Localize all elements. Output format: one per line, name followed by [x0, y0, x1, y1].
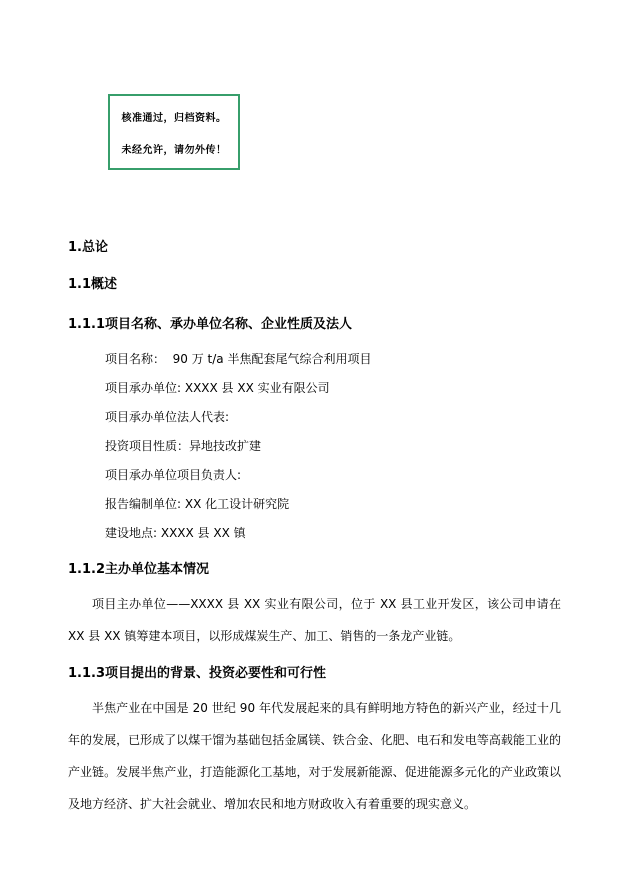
info-line-location: 建设地点: XXXX 县 XX 镇	[105, 526, 246, 540]
section-heading: 1.1概述	[68, 277, 118, 292]
info-line-legal-rep: 项目承办单位法人代表:	[105, 410, 230, 424]
info-line-undertaker: 项目承办单位: XXXX 县 XX 实业有限公司	[105, 381, 330, 395]
info-line-report-unit: 报告编制单位: XX 化工设计研究院	[105, 497, 290, 511]
subsection-heading: 1.1.1项目名称、承办单位名称、企业性质及法人	[68, 317, 353, 332]
info-line-project-name: 项目名称： 90 万 t/a 半焦配套尾气综合利用项目	[105, 352, 372, 366]
chapter-heading: 1.总论	[68, 240, 108, 255]
paragraph: 项目主办单位——XXXX 县 XX 实业有限公司，位于 XX 县工业开发区，该公司申请在 XX 县 XX 镇筹建本项目，以形成煤炭生产、加工、销售的一条龙产业链。	[68, 597, 561, 643]
subsection-heading: 1.1.2主办单位基本情况	[68, 562, 210, 577]
paragraph: 半焦产业在中国是 20 世纪 90 年代发展起来的具有鲜明地方特色的新兴产业，经过十几年的发展，已形成了以煤干馏为基础包括金属镁、铁合金、化肥、电石和发电等高载能工业的产业链。发展半焦产业，打造能源化工基地，对于发展新能源、促进能源多元化的产业政策以及地方经济、扩大社会就业、增加农民和地方财政收入有着重要的现实意义。	[68, 701, 561, 811]
stamp-line-2: 未经允许，请勿外传！	[121, 144, 227, 156]
subsection-heading: 1.1.3项目提出的背景、投资必要性和可行性	[68, 666, 327, 681]
stamp-line-1: 核准通过，归档资料。	[121, 112, 227, 124]
approval-stamp-box	[108, 94, 240, 170]
document-body	[68, 229, 561, 820]
info-line-manager: 项目承办单位项目负责人:	[105, 468, 242, 482]
info-line-project-type: 投资项目性质：异地技改扩建	[105, 439, 262, 453]
